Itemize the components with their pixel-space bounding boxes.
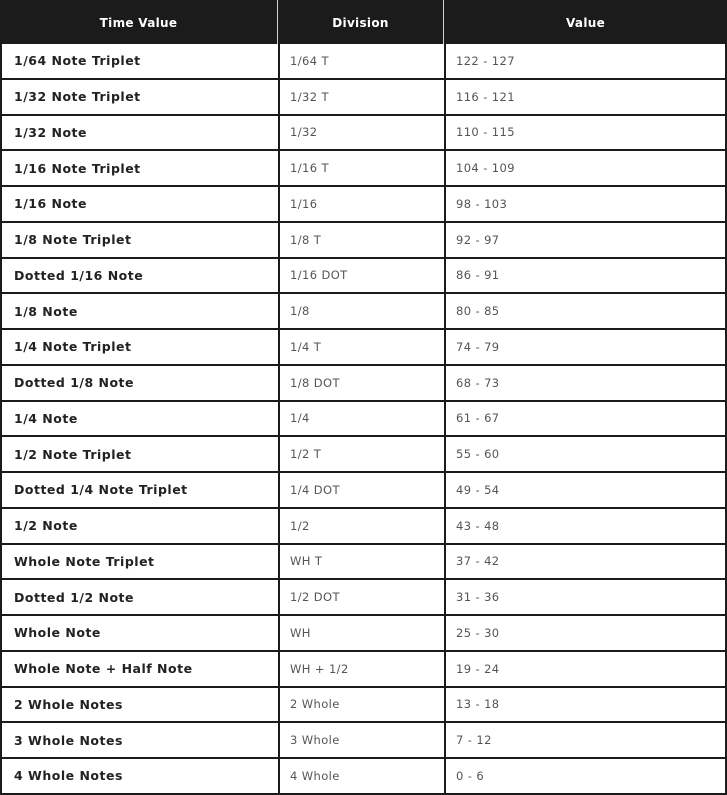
cell-value: 68 - 73 bbox=[446, 366, 727, 400]
cell-value: 43 - 48 bbox=[446, 509, 727, 543]
cell-division: 3 Whole bbox=[280, 723, 446, 757]
cell-time-value: 1/2 Note Triplet bbox=[0, 437, 280, 471]
cell-time-value: Dotted 1/2 Note bbox=[0, 580, 280, 614]
table-row bbox=[0, 151, 727, 187]
table-row bbox=[0, 759, 727, 795]
cell-division: WH T bbox=[280, 545, 446, 579]
cell-time-value: 1/64 Note Triplet bbox=[0, 44, 280, 78]
cell-value: 19 - 24 bbox=[446, 652, 727, 686]
table-row bbox=[0, 330, 727, 366]
table-header bbox=[0, 0, 727, 44]
table-row bbox=[0, 402, 727, 438]
cell-division: 1/32 T bbox=[280, 80, 446, 114]
cell-division: 1/8 T bbox=[280, 223, 446, 257]
cell-value: 122 - 127 bbox=[446, 44, 727, 78]
cell-division: WH bbox=[280, 616, 446, 650]
cell-value: 98 - 103 bbox=[446, 187, 727, 221]
cell-division: 1/16 T bbox=[280, 151, 446, 185]
cell-value: 110 - 115 bbox=[446, 116, 727, 150]
cell-division: 1/8 bbox=[280, 294, 446, 328]
cell-time-value: 1/32 Note bbox=[0, 116, 280, 150]
cell-time-value: Whole Note bbox=[0, 616, 280, 650]
cell-time-value: 4 Whole Notes bbox=[0, 759, 280, 793]
cell-time-value: 1/2 Note bbox=[0, 509, 280, 543]
table-row bbox=[0, 366, 727, 402]
table-row bbox=[0, 259, 727, 295]
cell-division: 1/2 DOT bbox=[280, 580, 446, 614]
table-row bbox=[0, 688, 727, 724]
table-row bbox=[0, 437, 727, 473]
cell-division: WH + 1/2 bbox=[280, 652, 446, 686]
cell-division: 1/2 bbox=[280, 509, 446, 543]
header-time-value: Time Value bbox=[0, 0, 278, 44]
table-row bbox=[0, 223, 727, 259]
cell-time-value: 3 Whole Notes bbox=[0, 723, 280, 757]
cell-time-value: Dotted 1/16 Note bbox=[0, 259, 280, 293]
table-body bbox=[0, 44, 727, 795]
cell-value: 74 - 79 bbox=[446, 330, 727, 364]
cell-value: 80 - 85 bbox=[446, 294, 727, 328]
cell-division: 1/4 bbox=[280, 402, 446, 436]
cell-value: 86 - 91 bbox=[446, 259, 727, 293]
cell-time-value: 1/16 Note bbox=[0, 187, 280, 221]
cell-value: 49 - 54 bbox=[446, 473, 727, 507]
cell-value: 92 - 97 bbox=[446, 223, 727, 257]
header-division: Division bbox=[278, 0, 444, 44]
table-row bbox=[0, 44, 727, 80]
cell-time-value: 1/4 Note Triplet bbox=[0, 330, 280, 364]
cell-time-value: Dotted 1/8 Note bbox=[0, 366, 280, 400]
cell-division: 4 Whole bbox=[280, 759, 446, 793]
table-row bbox=[0, 187, 727, 223]
table-row bbox=[0, 580, 727, 616]
table-row bbox=[0, 545, 727, 581]
cell-time-value: Whole Note Triplet bbox=[0, 545, 280, 579]
cell-division: 1/16 DOT bbox=[280, 259, 446, 293]
cell-time-value: Dotted 1/4 Note Triplet bbox=[0, 473, 280, 507]
cell-value: 7 - 12 bbox=[446, 723, 727, 757]
cell-division: 1/32 bbox=[280, 116, 446, 150]
cell-time-value: 1/16 Note Triplet bbox=[0, 151, 280, 185]
table-row bbox=[0, 294, 727, 330]
cell-division: 1/2 T bbox=[280, 437, 446, 471]
table-row bbox=[0, 80, 727, 116]
cell-time-value: 1/4 Note bbox=[0, 402, 280, 436]
cell-time-value: 1/8 Note Triplet bbox=[0, 223, 280, 257]
cell-value: 31 - 36 bbox=[446, 580, 727, 614]
cell-value: 13 - 18 bbox=[446, 688, 727, 722]
table-row bbox=[0, 116, 727, 152]
cell-division: 1/4 DOT bbox=[280, 473, 446, 507]
cell-value: 25 - 30 bbox=[446, 616, 727, 650]
cell-division: 1/8 DOT bbox=[280, 366, 446, 400]
cell-value: 37 - 42 bbox=[446, 545, 727, 579]
header-value: Value bbox=[565, 16, 606, 30]
cell-value: 104 - 109 bbox=[446, 151, 727, 185]
table-row bbox=[0, 723, 727, 759]
table-row bbox=[0, 652, 727, 688]
cell-division: 1/4 T bbox=[280, 330, 446, 364]
cell-value: 116 - 121 bbox=[446, 80, 727, 114]
cell-value: 55 - 60 bbox=[446, 437, 727, 471]
cell-time-value: 1/8 Note bbox=[0, 294, 280, 328]
cell-division: 1/16 bbox=[280, 187, 446, 221]
table-row bbox=[0, 509, 727, 545]
cell-value: 0 - 6 bbox=[446, 759, 727, 793]
cell-value: 61 - 67 bbox=[446, 402, 727, 436]
table-row bbox=[0, 473, 727, 509]
cell-time-value: 2 Whole Notes bbox=[0, 688, 280, 722]
cell-division: 1/64 T bbox=[280, 44, 446, 78]
cell-time-value: 1/32 Note Triplet bbox=[0, 80, 280, 114]
cell-division: 2 Whole bbox=[280, 688, 446, 722]
table-row bbox=[0, 616, 727, 652]
cell-time-value: Whole Note + Half Note bbox=[0, 652, 280, 686]
